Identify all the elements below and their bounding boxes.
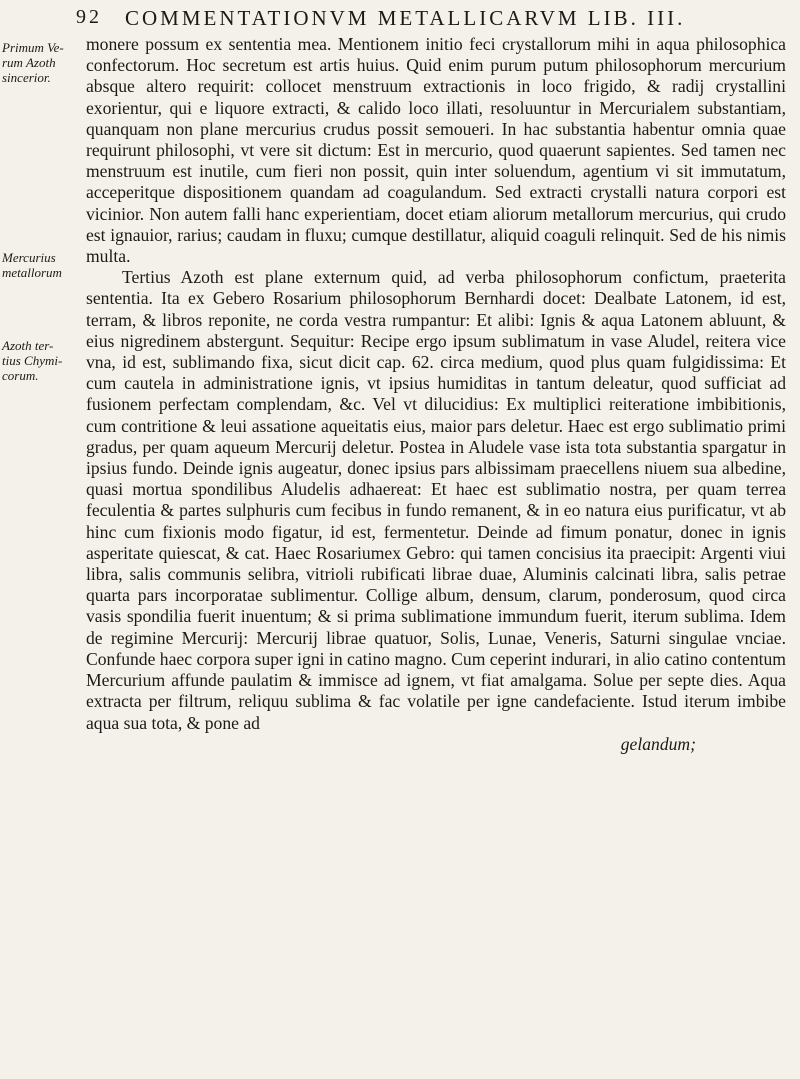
margin-note-azoth-tertius: Azoth ter- tius Chymi- corum. [2,338,63,383]
catchword: gelandum; [620,733,696,754]
main-text [86,34,786,755]
paragraph-2: Tertius Azoth est plane externum quid, ad verba philosophorum confictum, praeterita sententia. Ita ex Gebero Rosarium philosophorum Bernhardi docet: Dealbate Latonem, id est, terram, & libros reponite, ne corda vestra rumpantur: Et alibi: Ignis & aqua Latonem abluunt, & eius nigredinem abstergunt. Sequitur: Recipe ergo ipsum sublimatum in vase Aludel, reitera vice vna, id est, sublimando fixa, sicut dicit cap. 62. circa medium, quod plus quam fulgidissima: Et cum cautela in administratione ignis, vt ipsius humiditas in tantum deleatur, quod sufficiat ad fusionem perfectam complendam, &c. Vel vt dilucidius: Ex multiplici reiteratione imbibitionis, cum contritione & leui assatione aqueitatis eius, maior pars deletur. Haec est ergo sublimatio primi gradus, per quam aqueum Mercurij deletur. Postea in Aludele vase ista tota substantia spargatur in ipsius fundo. Deinde ignis augeatur, donec ipsius pars albissimam praecellens niuem sua albedine, quasi mortua spondilibus Aludelis adhaereat: Et haec est sublimatio nostra, per quam terrea feculentia & partes sulphuris cum fecibus in fundo remanent, & in eo natura eius purificatur, vt ab hinc cum fixionis modo figatur, id est, fermentetur. Deinde ad fimum ponatur, donec in ignis asperitate quiescat, & cat. Haec Rosariumex Gebro: qui tamen concisius ita praecipit: Argenti viui libra, salis communis selibra, vitrioli rubificati librae duae, Aluminis calcinati libra, salis petrae quarta pars incorporatae sublimentur. Collige album, densum, clarum, ponderosum, quod circa vasis spondilia fuerit inuentum; & si prima sublimatione immundum fuerit, iterum sublima. Idem de regimine Mercurij: Mercurij librae quatuor, Solis, Lunae, Veneris, Saturni singulae vnciae. Confunde haec corpora super igni in catino magno. Cum ceperint indurari, in alio catino contentum Mercurium affunde paulatim & immisce ad ignem, vt fiat amalgama. Solue per septe dies. Aqua extracta per filtrum, reliquu sublima & fac volatile per igne candefaciente. Istud iterum imbibe aqua sua tota, & pone ad [86,267,786,733]
margin-note-mercurius-metallorum: Mercurius metallorum [2,250,62,280]
margin-note-primum-verum-azoth: Primum Ve- rum Azoth sincerior. [2,40,64,85]
page-header [20,6,780,34]
running-title: COMMENTATIONVM METALLICARVM LIB. III. [125,6,686,30]
paragraph-1: monere possum ex sententia mea. Mentionem initio feci crystallorum mihi in aqua philosophica confectorum. Hoc secretum est artis huius. Quid enim purum putum philosophorum mercurium absque altero requirit: collocet menstruum extractionis in loco frigido, & radij crystallini exorientur, qui e liquore extracti, & calido loco illati, resoluuntur in Mercurialem substantiam, quanquam non plane mercurius crudus possit semoueri. In hac substantia habentur omnia quae requirunt philosophi, vt vere sit dictum: Est in mercurio, quod quaerunt sapientes. Sed tamen nec menstruum est inutile, cum fieri non possit, quin inter soluendum, agentium vi sit immutatum, acceperitque dispositionem quandam ad coagulandum. Sed extracti crystalli natura corpori est vicinior. Non autem falli hanc experientiam, docet etiam aliorum metallorum mercurius, qui crudo est ignauior, rarius; caudam in fluxu; cumque destillatur, aliquid coaguli relinquit. Sed de his nimis multa. [86,34,786,267]
page-number: 92 [76,6,102,28]
